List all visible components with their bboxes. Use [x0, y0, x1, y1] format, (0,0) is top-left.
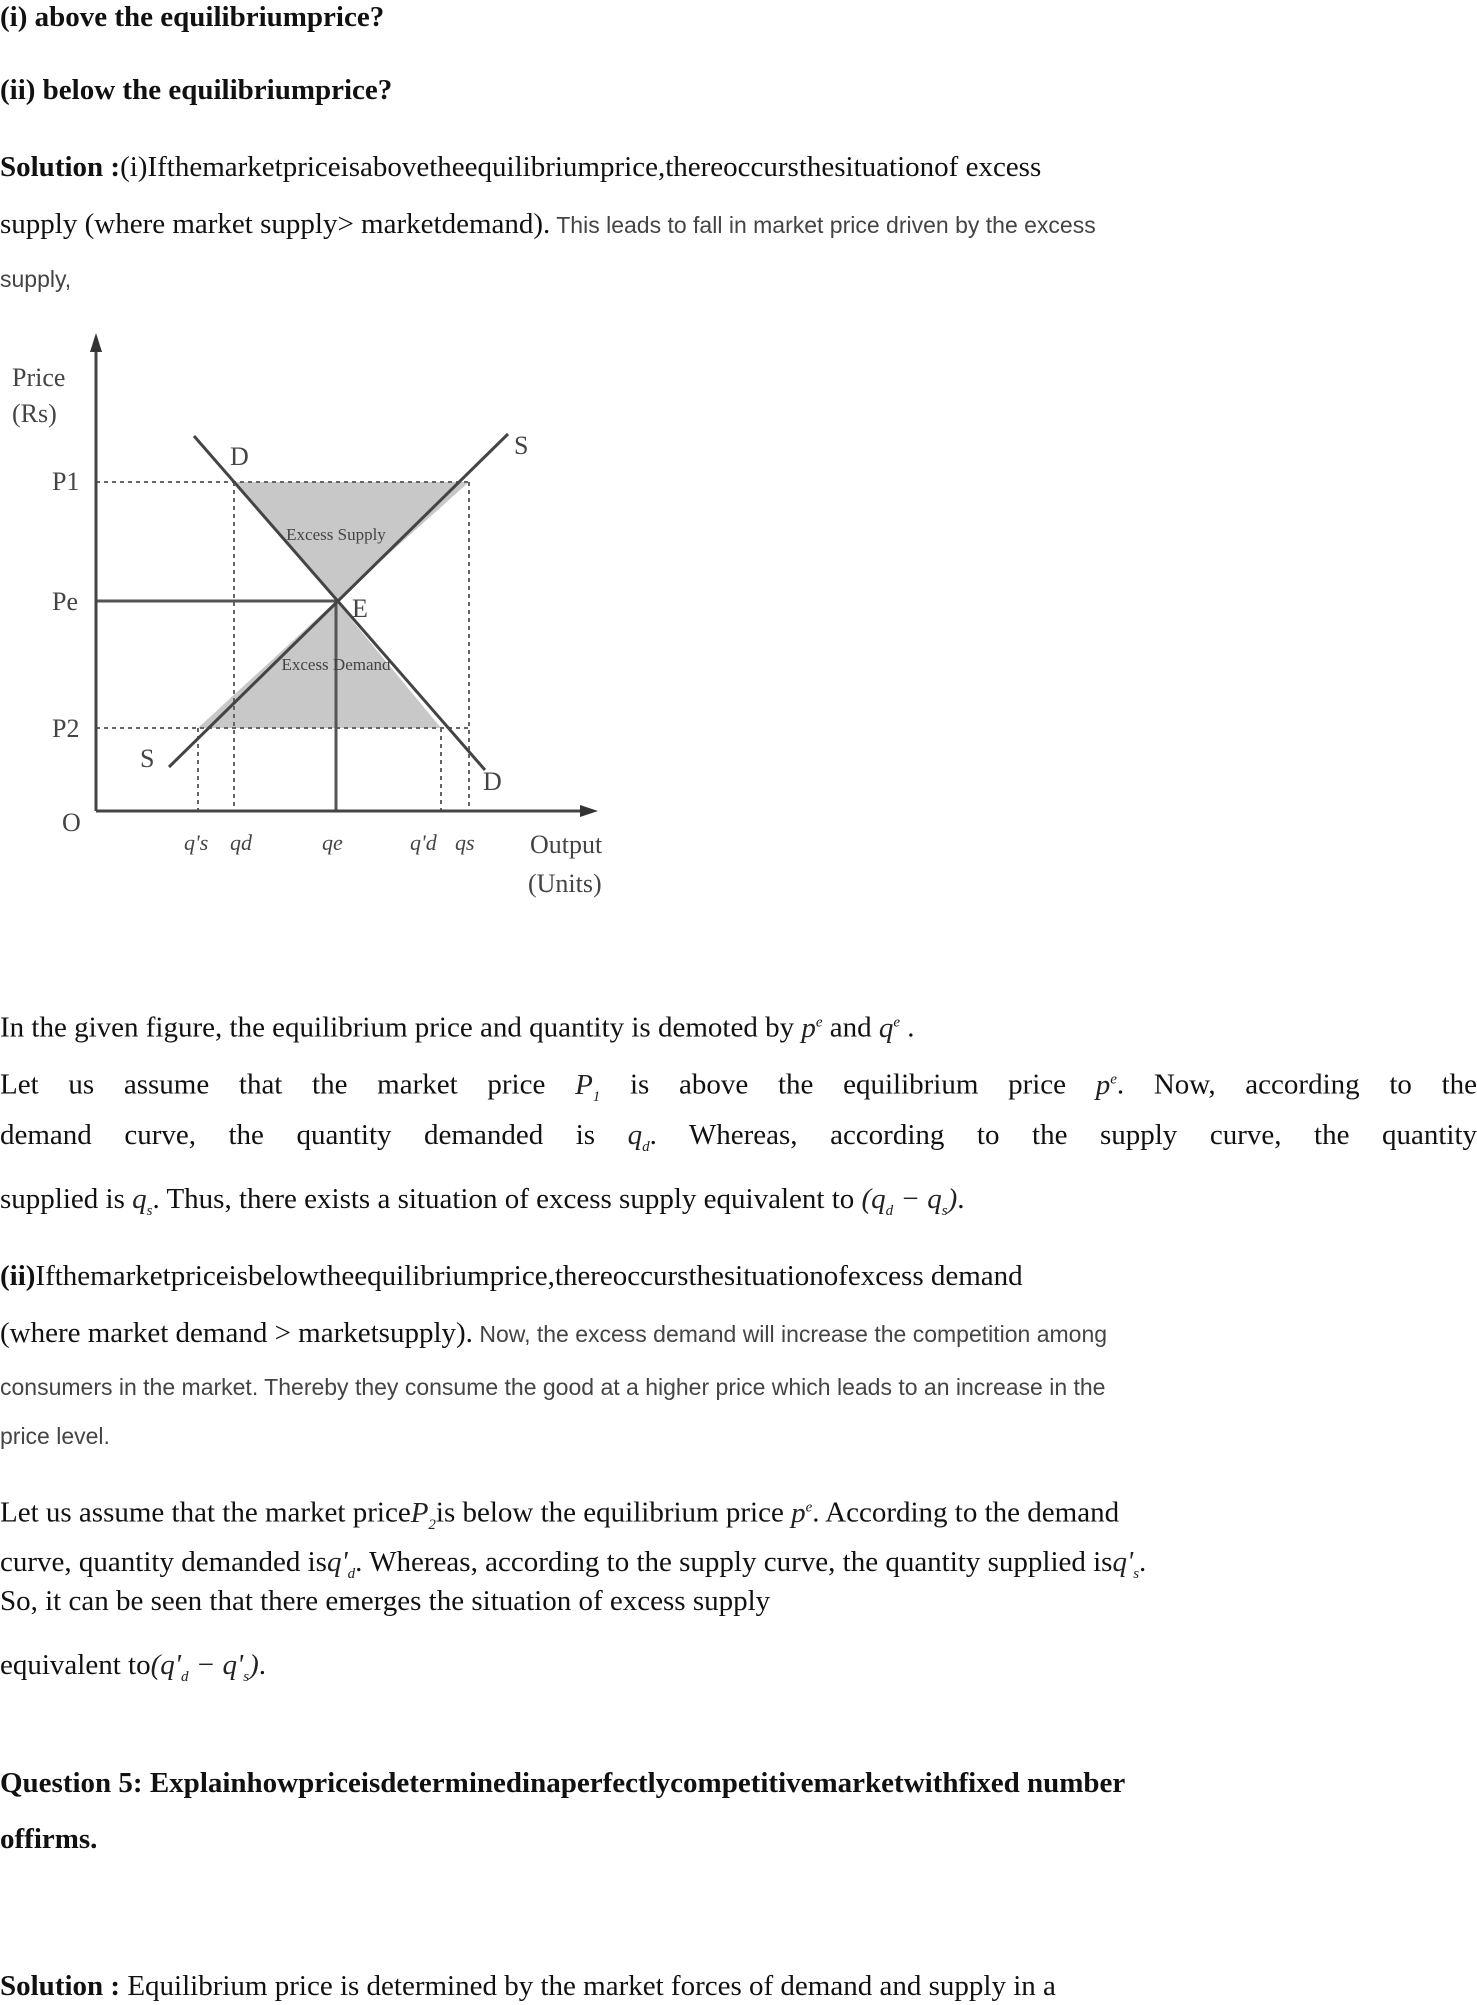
- tick-qs: qs: [455, 830, 475, 855]
- solution-text-sans: This leads to fall in market price driven by the excess: [550, 212, 1096, 238]
- text: . Whereas, according to the supply curve, the quantity supplied is: [355, 1546, 1113, 1578]
- origin-label: O: [62, 808, 81, 837]
- tick-p1: P1: [52, 467, 80, 496]
- math-p2: $P_2$: [410, 1496, 436, 1533]
- text: Let us assume that the market price: [0, 1068, 546, 1101]
- market-equilibrium-diagram: [0, 320, 660, 920]
- para1-line2: [0, 1062, 1477, 1113]
- solution-ii-line2: [0, 1316, 1107, 1351]
- text: . According to the demand: [812, 1496, 1120, 1529]
- tick-qe: qe: [322, 830, 343, 855]
- solution-label: Solution :: [0, 151, 121, 183]
- solution-text: (i)Ifthemarketpriceisabovetheequilibriumprice,thereoccursthesituationof excess: [120, 151, 1042, 183]
- para2-line4: equivalent $to(q'_d - q'_s)$.: [0, 1649, 266, 1685]
- x-axis-label: Output: [530, 830, 603, 859]
- math-qd-prime: $q'_d$: [326, 1546, 356, 1582]
- text: Let us assume that the market price: [0, 1496, 411, 1529]
- supply-label-bottom: S: [140, 744, 155, 773]
- para1-line1: In the given figure, the equilibrium price and quantity is demoted by $p^e$ and $q^e$ .: [0, 1011, 915, 1044]
- solution-i-line1: [0, 150, 1041, 184]
- solution-ii-line4: price level.: [0, 1423, 110, 1449]
- question-part-ii: (ii) below the equilibriumprice?: [0, 74, 393, 106]
- para1-line3: [0, 1118, 1477, 1164]
- tick-qs-prime: q's: [184, 830, 209, 855]
- math-qe: $q^e$: [878, 1011, 901, 1044]
- text: In the given figure, the equilibrium price and quantity is demoted by: [0, 1011, 795, 1044]
- para2-line2: curve, quantity demanded $isq'_d$. Whereas, according to the supply curve, the quantity supplied $isq'_s$.: [0, 1546, 1147, 1582]
- part-label: (ii): [0, 1260, 36, 1292]
- question-part-i: (i) above the equilibriumprice?: [0, 1, 385, 33]
- excess-demand-label: Excess Demand: [281, 655, 391, 674]
- excess-supply-label: Excess Supply: [286, 525, 386, 544]
- math-qs-prime: $q'_s$: [1112, 1546, 1140, 1582]
- text: . Thus, there exists a situation of excess supply equivalent to: [152, 1183, 855, 1215]
- question-5-line1: Question 5: Explainhowpriceisdeterminedinaperfectlycompetitivemarketwithfixed number: [0, 1767, 1126, 1799]
- text: is below the equilibrium price: [435, 1496, 784, 1529]
- text: . Now, according to the: [1116, 1068, 1477, 1101]
- solution-label: Solution :: [0, 1970, 121, 2002]
- equilibrium-label: E: [352, 594, 368, 623]
- text: equivalent to: [0, 1649, 151, 1681]
- tick-qd: qd: [230, 830, 252, 855]
- math-qd-minus-qs: $(q_d - q_s)$: [861, 1183, 958, 1219]
- para1-line4: supplied is $q_s$. Thus, there exists a situation of excess supply equivalent to $(q_d - q_s)$.: [0, 1183, 965, 1219]
- math-qs: $q_s$: [132, 1183, 153, 1219]
- y-axis-label: Price: [12, 363, 66, 392]
- solution-ii-line1: [0, 1259, 1023, 1293]
- solution-i-line2: [0, 207, 1096, 242]
- text: supplied is: [0, 1183, 125, 1215]
- math-p1: $P_1$: [575, 1068, 601, 1105]
- text: is above the equilibrium price: [629, 1068, 1067, 1101]
- text-sans: Now, the excess demand will increase the competition among: [472, 1321, 1108, 1347]
- x-axis-label-unit: (Units): [528, 869, 602, 898]
- text: demand curve, the quantity demanded is: [0, 1119, 596, 1151]
- supply-label-top: S: [514, 431, 529, 460]
- x-axis-arrow-icon: [580, 805, 598, 817]
- y-axis-arrow-icon: [90, 333, 102, 352]
- math-pe: $p^e$: [791, 1496, 813, 1529]
- text: curve, quantity demanded is: [0, 1546, 327, 1578]
- tick-p2: P2: [52, 714, 80, 743]
- math-qd: $q_d$: [627, 1119, 650, 1155]
- tick-qd-prime: q'd: [410, 830, 437, 855]
- math-qd-prime-minus-qs-prime: $(q'_d - q'_s)$: [150, 1649, 259, 1685]
- solution-ii-line3: consumers in the market. Thereby they consume the good at a higher price which leads to an increase in the: [0, 1374, 1106, 1400]
- demand-label-bottom: D: [483, 767, 502, 796]
- text: (where market demand > marketsupply).: [0, 1317, 473, 1349]
- text: Equilibrium price is determined by the market forces of demand and supply in a: [120, 1970, 1056, 2002]
- text: and: [829, 1011, 872, 1044]
- y-axis-label-unit: (Rs): [12, 399, 57, 428]
- text: . Whereas, according to the supply curve, the quantity: [649, 1119, 1477, 1151]
- tick-pe: Pe: [52, 587, 78, 616]
- solution-text: supply (where market supply> marketdemand).: [0, 208, 551, 240]
- para2-line1: [0, 1490, 1119, 1541]
- solution-5-line1: [0, 1969, 1056, 2003]
- text: Ifthemarketpriceisbelowtheequilibriumprice,thereoccursthesituationofexcess demand: [35, 1260, 1023, 1292]
- math-pe: $p^e$: [1095, 1068, 1117, 1101]
- demand-label-top: D: [230, 442, 249, 471]
- para2-line3: So, it can be seen that there emerges the situation of excess supply: [0, 1585, 771, 1617]
- solution-i-line3: supply,: [0, 266, 72, 292]
- math-pe: $p^e$: [801, 1011, 823, 1044]
- question-5-line2: offirms.: [0, 1823, 98, 1855]
